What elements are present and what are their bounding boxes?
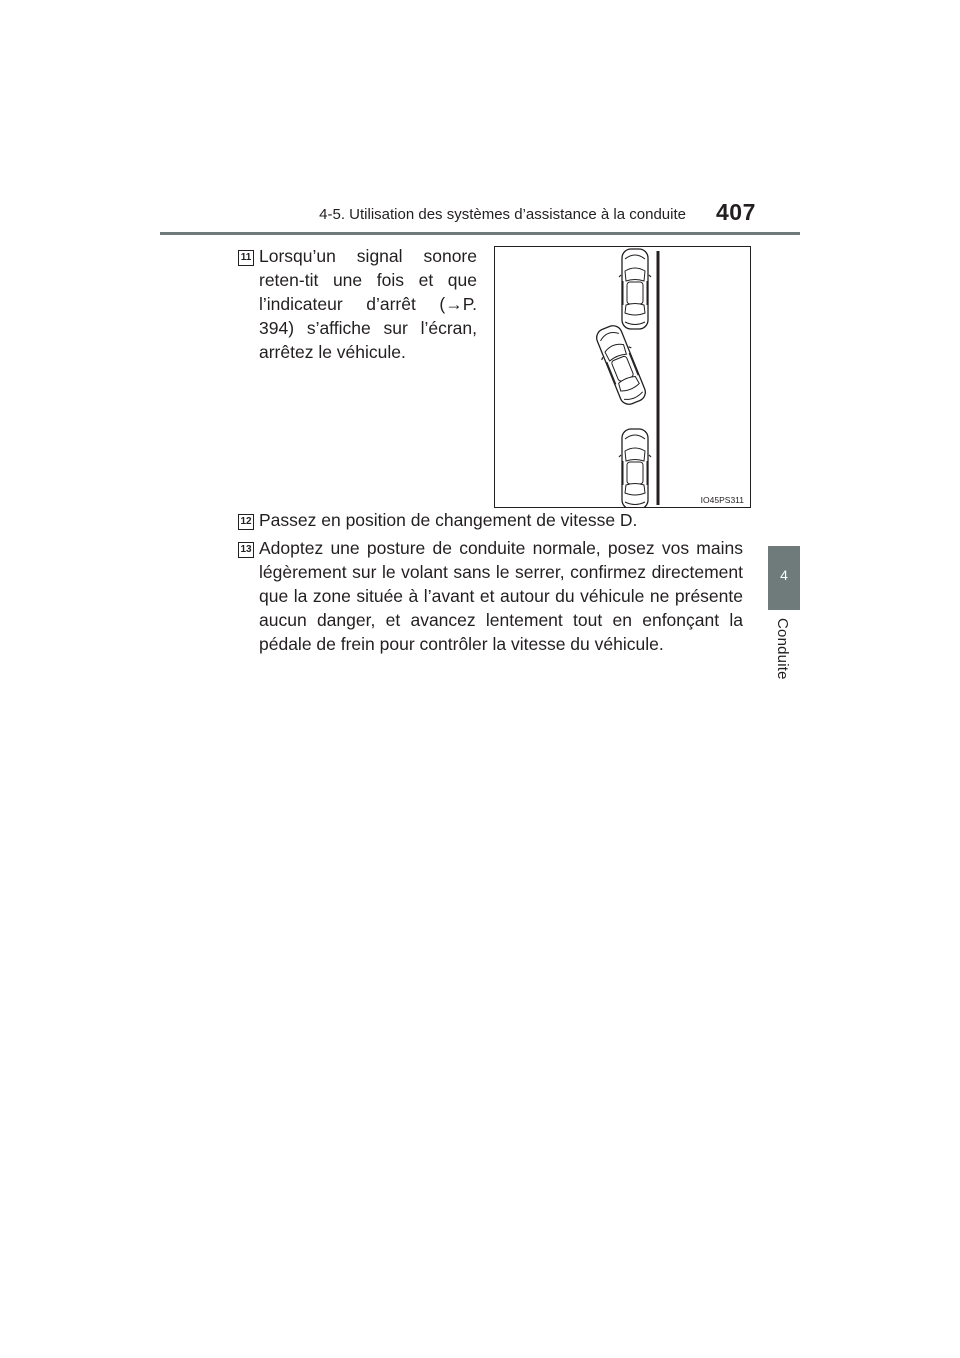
page-number: 407 [716,199,756,225]
step-number-13: 13 [238,542,254,558]
step-number-11: 11 [238,250,254,266]
step-text-12: Passez en position de changement de vitesse D. [259,510,638,530]
chapter-tab [768,546,800,610]
chapter-label: Conduite [774,618,791,680]
parking-illustration [494,246,751,508]
header-rule [160,232,800,235]
parking-illustration-icon [495,247,751,508]
header-title: 4-5. Utilisation des systèmes d’assistance à la conduite [319,206,686,223]
step-text-13: Adoptez une posture de conduite normale, posez vos mains légèrement sur le volant sans le serrer, confirmez directement que la zone située à l’avant et autour du véhicule ne présente aucun danger, et avancez lentement tout en enfonçant la pédale de frein pour contrôler la vitesse du véhicule. [259,538,743,654]
figure-code: IO45PS311 [700,495,744,505]
step-text-11: Lorsqu’un signal sonore reten-tit une fois et que l’indicateur d’arrêt (→P. 394) s’affiche sur l’écran, arrêtez le véhicule. [259,246,477,362]
step-number-12: 12 [238,514,254,530]
chapter-number: 4 [780,567,788,583]
